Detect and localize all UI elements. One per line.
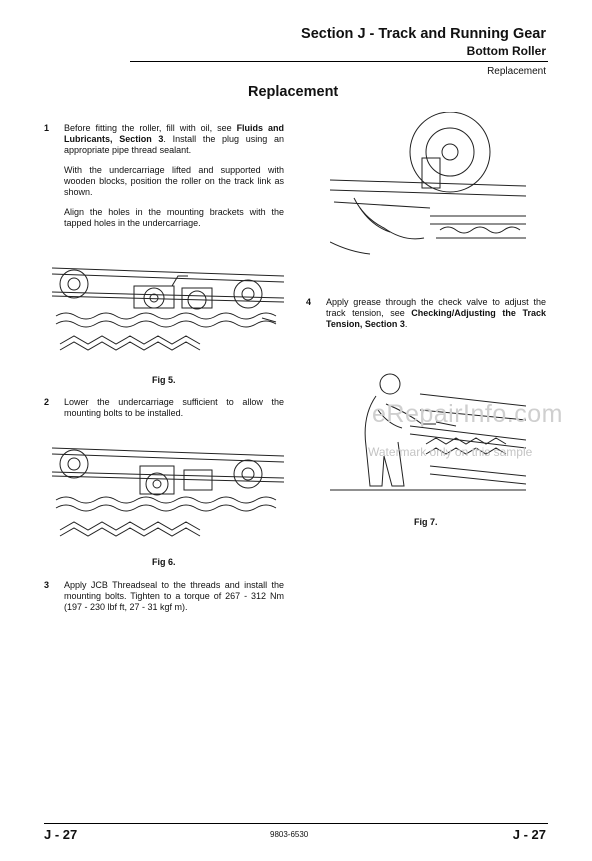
watermark-domain: eRepairInfo.com [372, 400, 563, 428]
topic-label: Replacement [487, 66, 546, 77]
footer-divider [44, 823, 548, 824]
track-tension-reference: Checking/Adjusting the Track Tension, Section 3 [326, 308, 546, 329]
roller-lowered-drawing [52, 440, 284, 550]
fig-6-illustration [52, 440, 284, 550]
fig-6-caption: Fig 6. [152, 557, 176, 567]
step-number: 2 [44, 397, 50, 407]
step-2-text: Lower the undercarriage sufficient to allow the mounting bolts to be installed. [64, 397, 284, 418]
subsection-title: Bottom Roller [466, 44, 546, 58]
section-title: Section J - Track and Running Gear [301, 26, 546, 42]
page-number-left: J - 27 [44, 827, 78, 842]
technician-greasing-drawing [330, 370, 526, 508]
step-number: 3 [44, 580, 50, 590]
torque-wrench-drawing [330, 112, 526, 262]
step-4-text: Apply grease through the check valve to adjust the track tension, see Checking/Adjusting the Track Tension, Section 3. [326, 297, 546, 329]
watermark-note: Watermark only on this sample [368, 445, 533, 459]
step-1-paragraph-2: With the undercarriage lifted and supported with wooden blocks, position the roller on the track link as shown. [64, 165, 284, 197]
fig-5-caption: Fig 5. [152, 375, 176, 385]
fluids-lubricants-reference: Fluids and Lubricants, Section 3 [64, 123, 284, 144]
step-number: 1 [44, 123, 50, 133]
page-heading: Replacement [248, 84, 339, 100]
fig-5-illustration [52, 258, 284, 368]
step-3-text: Apply JCB Threadseal to the threads and install the mounting bolts. Tighten to a torque of 267 - 312 Nm (197 - 230 lbf ft, 27 - 31 kgf m). [64, 580, 284, 612]
fig-7-illustration [330, 370, 526, 508]
page-number-right: J - 27 [512, 827, 546, 842]
roller-installation-drawing [52, 258, 284, 368]
step-1-paragraph-3: Align the holes in the mounting brackets with the tapped holes in the undercarriage. [64, 207, 284, 228]
fig-7-caption: Fig 7. [414, 517, 438, 527]
header-divider [130, 61, 548, 62]
document-number: 9803-6530 [270, 830, 309, 839]
step-number: 4 [306, 297, 312, 307]
step-1-paragraph-1: Before fitting the roller, fill with oil, see Fluids and Lubricants, Section 3. Install the plug using an appropriate pipe thread sealant. [64, 123, 284, 155]
torque-wrench-illustration [330, 112, 526, 262]
